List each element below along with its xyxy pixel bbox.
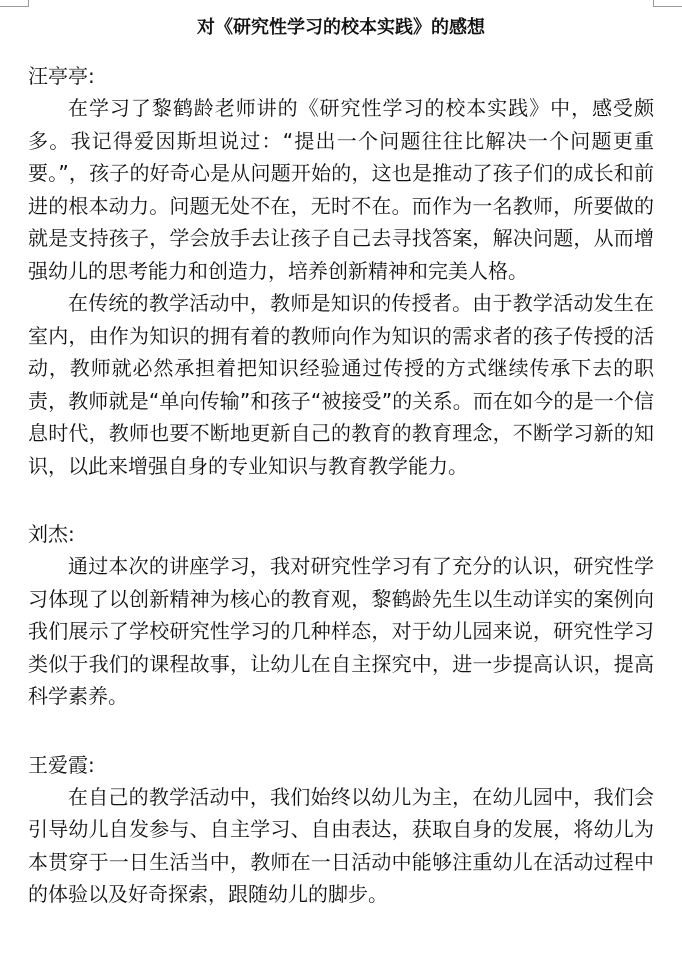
reflection-section-1 [28,60,654,482]
reflection-section-2 [28,518,654,713]
document-title: 对《研究性学习的校本实践》的感想 [197,17,485,38]
author-name: 汪亭亭: [28,64,95,88]
page-corner-mark-left [0,0,29,7]
page-corner-mark-right [653,0,682,7]
body-paragraph: 通过本次的讲座学习，我对研究性学习有了充分的认识，研究性学习体现了以创新精神为核心的教育观，黎鹤龄先生以生动详实的案例向我们展示了学校研究性学习的几种样态，对于幼儿园来说，研究性学习类似于我们的课程故事，让幼儿在自主探究中，进一步提高认识，提高科学素养。 [28,554,654,708]
author-name: 王爱霞: [28,752,95,777]
document-page [28,14,654,911]
reflection-section-3 [28,749,654,911]
body-paragraph: 在自己的教学活动中，我们始终以幼儿为主，在幼儿园中，我们会引导幼儿自发参与、自主学习、自由表达，获取自身的发展，将幼儿为本贯穿于一日生活当中，教师在一日活动中能够注重幼儿在活动过程中的体验以及好奇探索，跟随幼儿的脚步。 [28,784,654,906]
body-paragraph: 在学习了黎鹤龄老师讲的《研究性学习的校本实践》中，感受颇多。我记得爱因斯坦说过：“提出一个问题往往比解决一个问题更重要。”，孩子的好奇心是从问题开始的，这也是推动了孩子们的成长和前进的根本动力。问题无处不在，无时不在。而作为一名教师，所要做的就是支持孩子，学会放手去让孩子自己去寻找答案，解决问题，从而增强幼儿的思考能力和创造力，培养创新精神和完美人格。 [28,96,654,283]
body-paragraph: 在传统的教学活动中，教师是知识的传授者。由于教学活动发生在室内，由作为知识的拥有着的教师向作为知识的需求者的孩子传授的活动，教师就必然承担着把知识经验通过传授的方式继续传承下去的职责，教师就是“单向传输”和孩子“被接受”的关系。而在如今的是一个信息时代，教师也要不断地更新自己的教育的教育理念，不断学习新的知识，以此来增强自身的专业知识与教育教学能力。 [28,291,654,478]
author-name: 刘杰: [28,522,75,546]
